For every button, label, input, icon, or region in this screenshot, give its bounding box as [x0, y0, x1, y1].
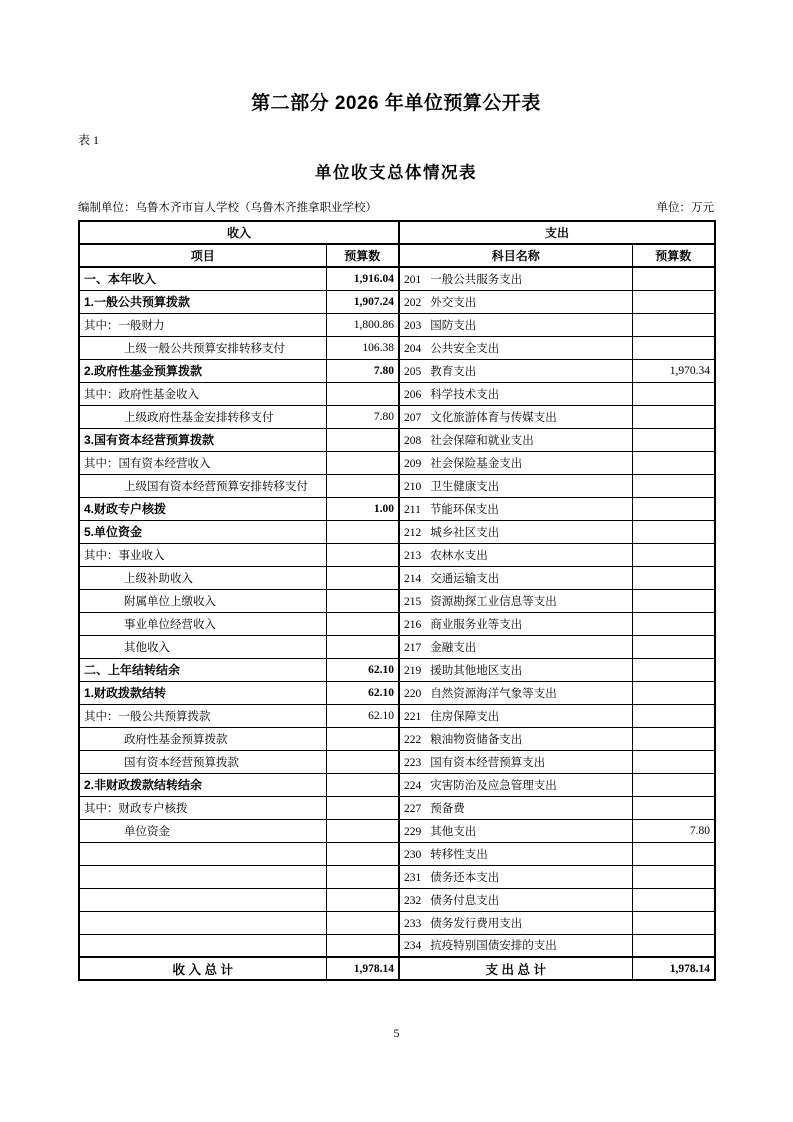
expense-budget-value — [632, 405, 715, 428]
expense-item-label — [399, 543, 632, 566]
income-item-label: 2.非财政拨款结转结余 — [79, 773, 326, 796]
table-row — [79, 290, 715, 313]
income-item-label: 5.单位资金 — [79, 520, 326, 543]
expense-item-label — [399, 382, 632, 405]
expense-budget-value: 7.80 — [632, 819, 715, 842]
income-budget-value: 1.00 — [326, 497, 399, 520]
expense-budget-value — [632, 750, 715, 773]
expense-total-value: 1,978.14 — [632, 957, 715, 980]
table-row — [79, 566, 715, 589]
expense-budget-value — [632, 842, 715, 865]
table-row — [79, 589, 715, 612]
expense-code: 220 — [404, 687, 422, 700]
table-row — [79, 819, 715, 842]
expense-item-label — [399, 888, 632, 911]
income-item-label: 其中：一般财力 — [79, 313, 326, 336]
expense-name: 教育支出 — [430, 365, 477, 378]
expense-item-label — [399, 451, 632, 474]
income-item-label: 二、上年结转结余 — [79, 658, 326, 681]
column-header-row — [79, 244, 715, 267]
income-budget-value — [326, 543, 399, 566]
table-row — [79, 313, 715, 336]
income-budget-value — [326, 750, 399, 773]
expense-item-label — [399, 313, 632, 336]
table-row — [79, 336, 715, 359]
income-budget-value: 1,907.24 — [326, 290, 399, 313]
expense-budget-value — [632, 428, 715, 451]
expense-code: 205 — [404, 365, 422, 378]
table-row — [79, 727, 715, 750]
income-budget-value: 62.10 — [326, 681, 399, 704]
expense-item-label — [399, 336, 632, 359]
expense-code: 222 — [404, 733, 422, 746]
expense-item-label — [399, 612, 632, 635]
table-row — [79, 612, 715, 635]
income-total-value: 1,978.14 — [326, 957, 399, 980]
table-body — [79, 267, 715, 957]
expense-budget-value — [632, 451, 715, 474]
expense-name: 资源勘探工业信息等支出 — [430, 595, 557, 608]
expense-budget-value — [632, 313, 715, 336]
table-row — [79, 267, 715, 290]
expense-item-label — [399, 911, 632, 934]
expense-item-label — [399, 497, 632, 520]
expense-code: 224 — [404, 779, 422, 792]
expense-code: 234 — [404, 940, 422, 953]
expense-budget-value — [632, 520, 715, 543]
income-item-label: 4.财政专户核拨 — [79, 497, 326, 520]
table-row — [79, 773, 715, 796]
income-item-label: 其中：事业收入 — [79, 543, 326, 566]
expense-code: 204 — [404, 342, 422, 355]
expense-code: 207 — [404, 411, 422, 424]
expense-code: 213 — [404, 549, 422, 562]
expense-name: 抗疫特别国债安排的支出 — [430, 940, 557, 953]
expense-budget-value — [632, 497, 715, 520]
expense-code: 206 — [404, 388, 422, 401]
expense-budget-value — [632, 658, 715, 681]
expense-code: 232 — [404, 894, 422, 907]
income-budget-value — [326, 842, 399, 865]
expense-item-label — [399, 589, 632, 612]
income-budget-value — [326, 382, 399, 405]
expense-budget-value: 1,970.34 — [632, 359, 715, 382]
expense-name: 灾害防治及应急管理支出 — [430, 779, 557, 792]
meta-row — [78, 199, 714, 215]
group-header-row — [79, 221, 715, 244]
expense-item-label — [399, 290, 632, 313]
expense-name: 援助其他地区支出 — [430, 664, 523, 677]
expense-code: 210 — [404, 480, 422, 493]
income-item-label: 2.政府性基金预算拨款 — [79, 359, 326, 382]
expense-budget-value — [632, 727, 715, 750]
table-row — [79, 704, 715, 727]
page-number: 5 — [393, 1026, 400, 1040]
expense-name: 交通运输支出 — [430, 572, 500, 585]
expense-item-label — [399, 520, 632, 543]
unit-note-label: 单位：万元 — [656, 202, 714, 214]
table-row — [79, 796, 715, 819]
expense-item-label — [399, 681, 632, 704]
income-budget-value — [326, 796, 399, 819]
table-row — [79, 681, 715, 704]
expense-code: 212 — [404, 526, 422, 539]
income-budget-value — [326, 612, 399, 635]
expense-item-label — [399, 704, 632, 727]
expense-name: 文化旅游体育与传媒支出 — [430, 411, 557, 424]
expense-item-label — [399, 796, 632, 819]
income-budget-value — [326, 635, 399, 658]
expense-code: 209 — [404, 457, 422, 470]
expense-budget-value — [632, 382, 715, 405]
income-item-label: 其中：政府性基金收入 — [79, 382, 326, 405]
expense-code: 203 — [404, 319, 422, 332]
expense-code: 219 — [404, 664, 422, 677]
income-item-label: 政府性基金预算拨款 — [79, 727, 326, 750]
total-row — [79, 957, 715, 980]
expense-name: 卫生健康支出 — [430, 480, 500, 493]
table-row — [79, 405, 715, 428]
expense-name: 金融支出 — [430, 641, 477, 654]
expense-budget-value — [632, 911, 715, 934]
income-item-label: 上级补助收入 — [79, 566, 326, 589]
table-row — [79, 750, 715, 773]
expense-budget-value — [632, 290, 715, 313]
expense-item-label — [399, 566, 632, 589]
expense-code: 216 — [404, 618, 422, 631]
income-budget-value — [326, 451, 399, 474]
expense-name: 节能环保支出 — [429, 503, 499, 516]
expense-name: 商业服务业等支出 — [430, 618, 523, 631]
expense-code: 231 — [404, 871, 422, 884]
expense-item-label — [399, 727, 632, 750]
income-budget-value — [326, 934, 399, 957]
expense-code: 229 — [404, 825, 422, 838]
expense-code: 227 — [404, 802, 422, 815]
expense-item-label — [399, 428, 632, 451]
expense-code: 230 — [404, 848, 422, 861]
expense-item-label — [399, 865, 632, 888]
expense-budget-value — [632, 612, 715, 635]
expense-name: 国有资本经营预算支出 — [430, 756, 546, 769]
expense-code: 208 — [404, 434, 422, 447]
expense-code: 217 — [404, 641, 422, 654]
table-row — [79, 842, 715, 865]
expense-budget-value — [632, 635, 715, 658]
income-item-label: 1.财政拨款结转 — [79, 681, 326, 704]
expense-budget-value — [632, 704, 715, 727]
expense-item-label — [399, 474, 632, 497]
expense-budget-value — [632, 796, 715, 819]
income-budget-value — [326, 888, 399, 911]
income-budget-value — [326, 566, 399, 589]
table-title: 单位收支总体情况表 — [315, 164, 477, 182]
income-budget-value — [326, 911, 399, 934]
prepared-by-label: 编制单位：乌鲁木齐市盲人学校（乌鲁木齐推拿职业学校） — [78, 202, 377, 214]
expense-budget-value — [632, 934, 715, 957]
expense-item-label — [399, 819, 632, 842]
income-item-label: 其中：国有资本经营收入 — [79, 451, 326, 474]
table-row — [79, 451, 715, 474]
income-budget-value — [326, 865, 399, 888]
expense-item-label — [399, 773, 632, 796]
expense-item-label — [399, 934, 632, 957]
expense-name: 粮油物资储备支出 — [430, 733, 523, 746]
income-item-label: 一、本年收入 — [79, 267, 326, 290]
expense-name: 住房保障支出 — [430, 710, 500, 723]
income-budget-value: 62.10 — [326, 704, 399, 727]
income-item-label — [79, 888, 326, 911]
expense-name: 其他支出 — [430, 825, 477, 838]
income-budget-value: 62.10 — [326, 658, 399, 681]
expense-code: 201 — [404, 273, 422, 286]
income-budget-value — [326, 589, 399, 612]
expense-code: 211 — [404, 503, 421, 516]
income-item-label — [79, 911, 326, 934]
expense-name: 转移性支出 — [430, 848, 488, 861]
income-item-label: 3.国有资本经营预算拨款 — [79, 428, 326, 451]
expense-name: 国防支出 — [430, 319, 477, 332]
expense-item-label — [399, 635, 632, 658]
expense-name: 债务付息支出 — [430, 894, 500, 907]
expense-item-label — [399, 405, 632, 428]
income-item-label — [79, 842, 326, 865]
budget-table — [78, 220, 716, 981]
expense-name: 债务还本支出 — [430, 871, 500, 884]
expense-code: 223 — [404, 756, 422, 769]
expense-budget-value — [632, 589, 715, 612]
expense-budget-value — [632, 681, 715, 704]
page-title: 第二部分 2026 年单位预算公开表 — [251, 93, 541, 114]
expense-budget-value — [632, 566, 715, 589]
table-row — [79, 359, 715, 382]
expense-item-label — [399, 359, 632, 382]
income-item-label: 上级政府性基金安排转移支付 — [79, 405, 326, 428]
expense-budget-value — [632, 336, 715, 359]
expense-name: 科学技术支出 — [430, 388, 500, 401]
income-item-label: 其中：财政专户核拨 — [79, 796, 326, 819]
income-budget-value — [326, 819, 399, 842]
income-budget-value — [326, 773, 399, 796]
income-total-label: 收 入 总 计 — [79, 957, 326, 980]
expense-budget-value — [632, 267, 715, 290]
col-header-income-item: 项目 — [79, 244, 326, 267]
table-label: 表 1 — [78, 133, 100, 147]
expense-name: 自然资源海洋气象等支出 — [430, 687, 557, 700]
income-group-header: 收入 — [79, 221, 399, 244]
income-item-label: 附属单位上缴收入 — [79, 589, 326, 612]
income-budget-value — [326, 727, 399, 750]
income-budget-value: 7.80 — [326, 359, 399, 382]
expense-group-header: 支出 — [399, 221, 715, 244]
expense-total-label: 支 出 总 计 — [399, 957, 632, 980]
expense-item-label — [399, 750, 632, 773]
expense-code: 202 — [404, 296, 422, 309]
income-item-label — [79, 934, 326, 957]
table-row — [79, 428, 715, 451]
table-row — [79, 865, 715, 888]
income-item-label: 国有资本经营预算拨款 — [79, 750, 326, 773]
income-item-label: 上级国有资本经营预算安排转移支付 — [79, 474, 326, 497]
expense-name: 社会保险基金支出 — [430, 457, 523, 470]
expense-item-label — [399, 658, 632, 681]
table-row — [79, 911, 715, 934]
table-row — [79, 543, 715, 566]
expense-code: 214 — [404, 572, 422, 585]
expense-name: 城乡社区支出 — [430, 526, 500, 539]
income-budget-value: 106.38 — [326, 336, 399, 359]
income-budget-value: 7.80 — [326, 405, 399, 428]
expense-budget-value — [632, 543, 715, 566]
expense-name: 预备费 — [430, 802, 465, 815]
col-header-expense-budget: 预算数 — [632, 244, 715, 267]
income-budget-value: 1,800.86 — [326, 313, 399, 336]
table-row — [79, 474, 715, 497]
table-row — [79, 658, 715, 681]
income-item-label: 事业单位经营收入 — [79, 612, 326, 635]
table-row — [79, 635, 715, 658]
expense-name: 社会保障和就业支出 — [430, 434, 534, 447]
expense-item-label — [399, 267, 632, 290]
income-item-label: 其他收入 — [79, 635, 326, 658]
expense-name: 公共安全支出 — [430, 342, 500, 355]
expense-name: 农林水支出 — [430, 549, 488, 562]
table-row — [79, 520, 715, 543]
income-item-label: 1.一般公共预算拨款 — [79, 290, 326, 313]
income-item-label: 上级一般公共预算安排转移支付 — [79, 336, 326, 359]
expense-budget-value — [632, 888, 715, 911]
expense-item-label — [399, 842, 632, 865]
expense-name: 债务发行费用支出 — [430, 917, 523, 930]
table-row — [79, 888, 715, 911]
table-row — [79, 934, 715, 957]
expense-name: 外交支出 — [430, 296, 477, 309]
income-budget-value — [326, 520, 399, 543]
expense-code: 221 — [404, 710, 422, 723]
col-header-expense-item: 科目名称 — [399, 244, 632, 267]
expense-code: 233 — [404, 917, 422, 930]
col-header-income-budget: 预算数 — [326, 244, 399, 267]
income-budget-value — [326, 474, 399, 497]
income-budget-value: 1,916.04 — [326, 267, 399, 290]
expense-budget-value — [632, 865, 715, 888]
expense-budget-value — [632, 474, 715, 497]
table-row — [79, 382, 715, 405]
expense-code: 215 — [404, 595, 422, 608]
income-item-label: 单位资金 — [79, 819, 326, 842]
income-budget-value — [326, 428, 399, 451]
expense-name: 一般公共服务支出 — [430, 273, 523, 286]
table-row — [79, 497, 715, 520]
expense-budget-value — [632, 773, 715, 796]
income-item-label — [79, 865, 326, 888]
income-item-label: 其中：一般公共预算拨款 — [79, 704, 326, 727]
